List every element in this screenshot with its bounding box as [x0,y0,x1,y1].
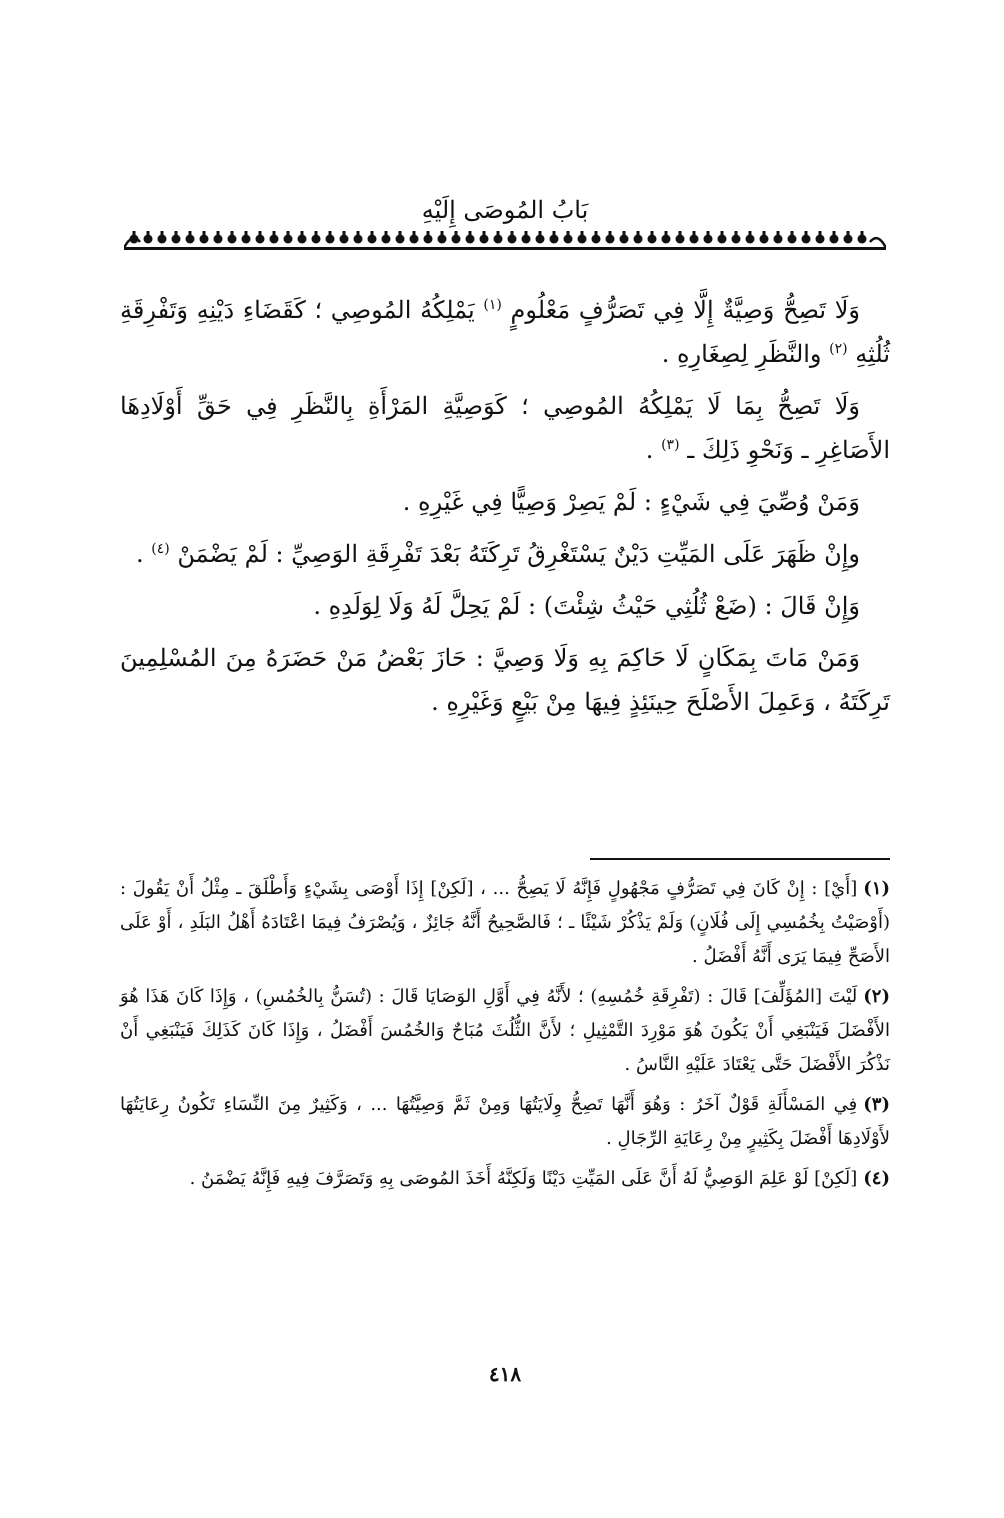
paragraph-3: وَمَنْ وُصِّيَ فِي شَيْءٍ : لَمْ يَصِرْ وَصِيًّا فِي غَيْرِهِ . [402,488,860,516]
paragraph-2: وَلَا تَصِحُّ بِمَا لَا يَمْلِكُهُ المُوصِي ؛ كَوَصِيَّةِ المَرْأَةِ بِالنَّظَرِ فِي حَقِّ أَوْلَادِهَا الأَصَاغِرِ ـ وَنَحْوِ ذَلِكَ ـ $^{(٣)}$ . [120,392,890,464]
footnote-ref-4[interactable]: (٤) [151,541,170,557]
paragraph-5: وَإِنْ قَالَ : (ضَعْ ثُلُثِي حَيْثُ شِئْتَ) : لَمْ يَحِلَّ لَهُ وَلَا لِوَلَدِهِ . [313,592,860,620]
ornamental-divider [124,228,886,254]
page-number: ٤١٨ [488,1362,522,1386]
footnote-separator [590,858,890,860]
footnote-ref-2[interactable]: (٢) [829,341,848,357]
footnote-number: (٤) [863,1168,890,1189]
footnote-number: (٣) [863,1094,890,1115]
paragraph-1: وَلَا تَصِحُّ وَصِيَّةٌ إِلَّا فِي تَصَرُّفٍ مَعْلُومٍ $^{(١)}$ يَمْلِكُهُ المُوصِي ؛ كَقَضَاءِ دَيْنِهِ وَتَفْرِقَةِ ثُلُثِهِ $^{(٢)}$ والنَّظَرِ لِصِغَارِهِ . [120,296,890,368]
footnote-ref-3[interactable]: (٣) [661,437,680,453]
footnote-3: (٣)فِي المَسْأَلَةِ قَوْلٌ آخَرُ : وَهُوَ أَنَّهَا تَصِحُّ وِلَايَتُهَا وَمِنْ ثَمَّ وَصِيَّتُهَا ... ، وَكَثِيرٌ مِنَ النِّسَاءِ تَكُونُ رِعَايَتُهَا لأَوْلَادِهَا أَفْضَلَ بِكَثِيرٍ مِنْ رِعَايَةِ الرِّجَالِ . [120,1094,890,1149]
footnote-4: (٤)[لَكِنْ] لَوْ عَلِمَ الوَصِيُّ لَهُ أَنَّ عَلَى المَيِّتِ دَيْنًا وَلَكِنَّهُ أَخَذَ المُوصَى بِهِ وَتَصَرَّفَ فِيهِ فَإِنَّهُ يَضْمَنُ . [189,1168,890,1189]
footnote-ref-1[interactable]: (١) [483,297,502,313]
book-page [120,0,890,1518]
footnote-1: (١)[أَيْ] : إِنْ كَانَ فِي تَصَرُّفٍ مَجْهُولٍ فَإِنَّهُ لَا يَصِحُّ ... ، [لَكِنْ] إِذَا أَوْصَى بِشَيْءٍ وَأَطْلَقَ ـ مِثْلُ أَنْ يَقُولَ : (أَوْصَيْتُ بِخُمُسِي إِلَى فُلَانٍ) وَلَمْ يَذْكُرْ شَيْئًا ـ ؛ فَالصَّحِيحُ أَنَّهُ جَائِزٌ ، وَيُصْرَفُ فِيمَا اعْتَادَهُ أَهْلُ البَلَدِ ، أَوْ عَلَى الأَصَحِّ فِيمَا يَرَى أَنَّهُ أَفْضَلُ . [120,878,890,967]
chapter-title: بَابُ المُوصَى إِلَيْهِ [421,196,589,224]
footnote-2: (٢)لَيْتَ [المُؤَلِّفَ] قَالَ : (تَفْرِقَةِ خُمُسِهِ) ؛ لأَنَّهُ فِي أَوَّلِ الوَصَايَا قَالَ : (تُسَنُّ بِالخُمُسِ) ، وَإِذَا كَانَ هَذَا هُوَ الأَفْضَلَ فَيَنْبَغِي أَنْ يَكُونَ هُوَ مَوْرِدَ التَّمْثِيلِ ؛ لأَنَّ الثُّلُثَ مُبَاحٌ وَالخُمُسَ أَفْضَلُ ، وَإِذَا كَانَ كَذَلِكَ فَيَنْبَغِي أَنْ نَذْكُرَ الأَفْضَلَ حَتَّى يَعْتَادَ عَلَيْهِ النَّاسُ . [120,986,890,1075]
footnote-number: (٢) [863,986,890,1007]
paragraph-6: وَمَنْ مَاتَ بِمَكَانٍ لَا حَاكِمَ بِهِ وَلَا وَصِيَّ : حَازَ بَعْضُ مَنْ حَضَرَهُ مِنَ المُسْلِمِينَ تَرِكَتَهُ ، وَعَمِلَ الأَصْلَحَ حِينَئِذٍ فِيهَا مِنْ بَيْعٍ وَغَيْرِهِ . [120,644,890,716]
footnote-number: (١) [863,878,890,899]
main-text [120,288,890,732]
paragraph-4: وإِنْ ظَهَرَ عَلَى المَيِّتِ دَيْنٌ يَسْتَغْرِقُ تَرِكَتَهُ بَعْدَ تَفْرِقَةِ الوَصِيِّ : لَمْ يَضْمَنْ $^{(٤)}$ . [135,540,860,568]
footnotes [120,872,890,1202]
